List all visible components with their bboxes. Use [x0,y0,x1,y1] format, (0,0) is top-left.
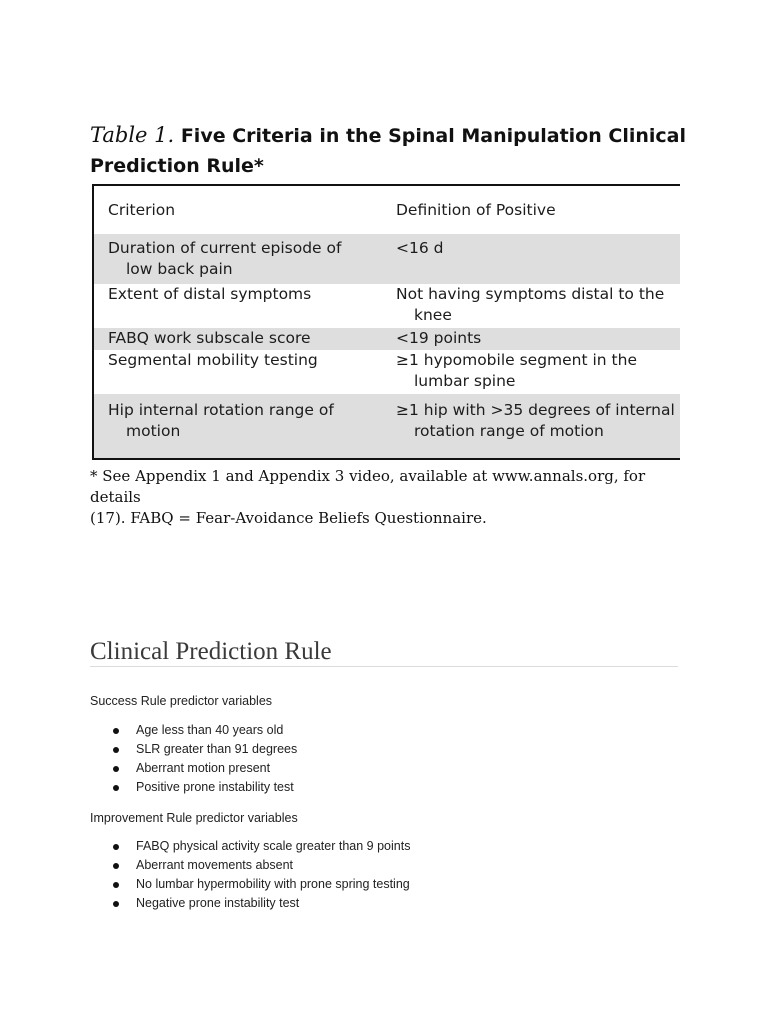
bullet-icon [113,863,119,869]
list-item [113,837,410,856]
bullet-icon [113,901,119,907]
criterion-text: Duration of current episode of [108,239,342,257]
list-item-text: FABQ physical activity scale greater than 9 points [136,839,411,853]
success-rule-list [113,721,297,797]
list-item [113,740,297,759]
list-item-text: Positive prone instability test [136,780,294,794]
footnote-line: * See Appendix 1 and Appendix 3 video, available at www.annals.org, for details [90,467,646,506]
bullet-icon [113,844,119,850]
table-footnote [90,466,690,529]
list-item-text: Age less than 40 years old [136,723,284,737]
list-item [113,875,410,894]
table-row [94,328,680,350]
list-item-text: Aberrant movements absent [136,858,294,872]
list-item-text: Negative prone instability test [136,896,300,910]
criterion-cell: Extent of distal symptoms [108,285,312,303]
list-item-text: Aberrant motion present [136,761,271,775]
table-title [90,120,690,181]
list-item [113,778,297,797]
column-header-definition: Definition of Positive [396,200,556,219]
criterion-cell: Segmental mobility testing [108,351,318,369]
criterion-text-cont: motion [126,422,181,440]
improvement-rule-list [113,837,410,913]
bullet-icon [113,785,119,791]
improvement-rule-heading: Improvement Rule predictor variables [90,811,298,825]
list-item [113,759,297,778]
section-heading: Clinical Prediction Rule [90,636,678,667]
definition-cell: <16 d [396,239,444,257]
list-item [113,721,297,740]
table-row [94,394,680,458]
definition-text: ≥1 hip with >35 degrees of internal [396,401,675,419]
table-row [94,284,680,328]
table-caption: Five Criteria in the Spinal Manipulation Clinical Prediction Rule* [90,125,686,177]
list-item [113,856,410,875]
definition-cell [396,350,676,394]
bullet-icon [113,766,119,772]
criterion-cell: FABQ work subscale score [108,329,311,347]
criterion-text-cont: low back pain [126,260,233,278]
list-item-text: No lumbar hypermobility with prone spring testing [136,877,410,891]
bullet-icon [113,747,119,753]
definition-text-cont: lumbar spine [414,372,516,390]
definition-text-cont: knee [414,306,452,324]
table-row [94,350,680,394]
bullet-icon [113,728,119,734]
definition-text: ≥1 hypomobile segment in the [396,351,637,369]
table-row [94,234,680,284]
table-header-row [94,186,680,234]
criterion-cell [108,400,396,458]
bullet-icon [113,882,119,888]
list-item [113,894,410,913]
criterion-cell [108,238,396,284]
definition-cell: <19 points [396,329,482,347]
table-label: Table 1. [90,123,175,147]
success-rule-heading: Success Rule predictor variables [90,694,273,708]
definition-text-cont: rotation range of motion [414,422,604,440]
definition-cell [396,284,676,328]
criteria-table [92,184,680,460]
definition-cell [396,400,676,458]
criterion-text: Hip internal rotation range of [108,401,334,419]
column-header-criterion: Criterion [108,200,176,219]
footnote-line: (17). FABQ = Fear-Avoidance Beliefs Questionnaire. [90,509,487,527]
list-item-text: SLR greater than 91 degrees [136,742,298,756]
definition-text: Not having symptoms distal to the [396,285,665,303]
